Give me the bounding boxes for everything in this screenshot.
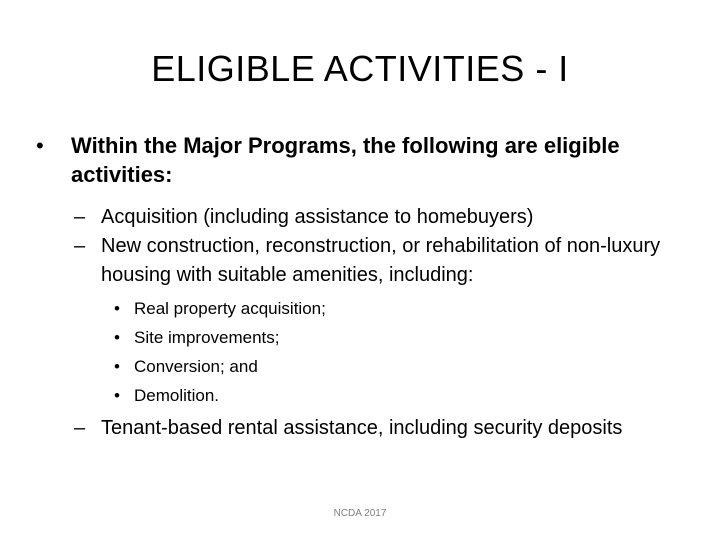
list-item (114, 381, 614, 410)
list-item-text: Conversion; and (134, 357, 258, 376)
list-item-text: Site improvements; (134, 328, 280, 347)
dash-marker: – (74, 206, 86, 228)
list-item-text: Real property acquisition; (134, 299, 326, 318)
bullet-marker: • (114, 299, 120, 318)
sub-bullet-construction (74, 232, 704, 290)
sub-sub-bullet-list (114, 294, 614, 410)
sub-bullet-tenant-assistance (74, 414, 704, 443)
bullet-marker: • (114, 328, 120, 347)
list-item (114, 323, 614, 352)
sub-bullet-text: Tenant-based rental assistance, including security deposits (101, 417, 623, 439)
dash-marker: – (74, 235, 86, 257)
dash-marker: – (74, 417, 86, 439)
sub-bullet-list (74, 203, 704, 290)
bullet-marker: • (114, 386, 120, 405)
list-item (114, 352, 614, 381)
slide-title: ELIGIBLE ACTIVITIES - I (151, 48, 569, 89)
main-bullet-text: Within the Major Programs, the following are eligible activities: (71, 133, 620, 187)
bullet-marker: • (36, 133, 44, 158)
main-bullet (36, 131, 676, 189)
bullet-marker: • (114, 357, 120, 376)
sub-bullet-text: New construction, reconstruction, or rehabilitation of non-luxury housing with suitable amenities, including: (101, 235, 661, 286)
list-item (114, 294, 614, 323)
sub-bullet-text: Acquisition (including assistance to homebuyers) (101, 206, 534, 228)
sub-bullet-list-2 (74, 414, 704, 443)
sub-bullet-acquisition (74, 203, 704, 232)
slide-footer: NCDA 2017 (333, 508, 387, 519)
list-item-text: Demolition. (134, 386, 220, 405)
